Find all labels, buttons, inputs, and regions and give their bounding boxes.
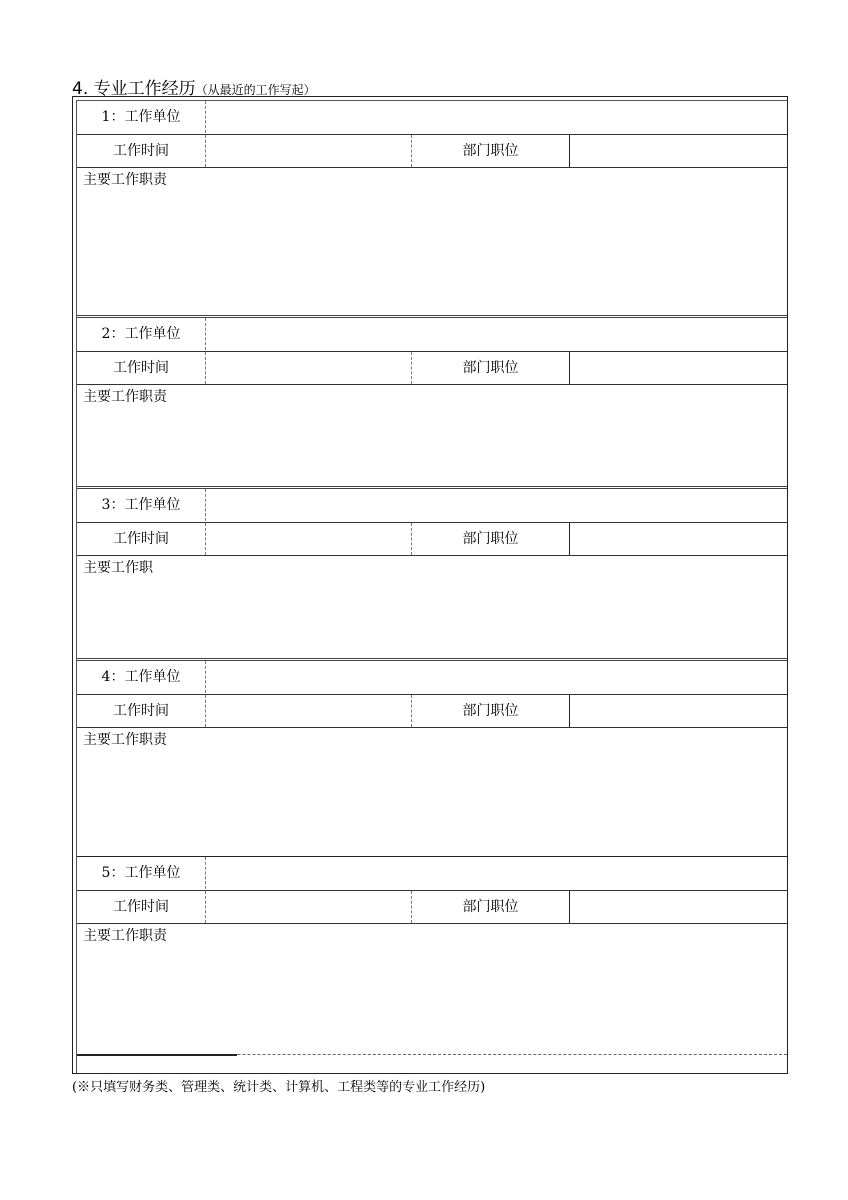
duty-field[interactable]	[77, 727, 787, 858]
duty-field[interactable]	[77, 384, 787, 488]
unit-label: 4：工作单位	[101, 669, 181, 685]
time-row	[77, 351, 787, 384]
work-time-field[interactable]	[205, 891, 411, 923]
duty-field[interactable]	[77, 923, 787, 1055]
unit-row	[77, 101, 787, 133]
unit-field[interactable]	[205, 857, 787, 889]
time-row	[77, 134, 787, 167]
work-history-table	[72, 96, 788, 1074]
work-time-label: 工作时间	[113, 703, 169, 719]
work-time-field[interactable]	[205, 352, 411, 384]
work-time-label: 工作时间	[113, 143, 169, 159]
unit-row	[77, 661, 787, 693]
work-time-label: 工作时间	[113, 531, 169, 547]
dept-position-label: 部门职位	[411, 523, 569, 555]
dept-position-field[interactable]	[569, 523, 787, 555]
dept-position-field[interactable]	[569, 695, 787, 727]
work-time-label: 工作时间	[113, 899, 169, 915]
duty-label: 主要工作职责	[83, 732, 167, 748]
dept-position-field[interactable]	[569, 352, 787, 384]
dept-position-label: 部门职位	[411, 891, 569, 923]
work-time-field[interactable]	[205, 135, 411, 167]
unit-label: 5：工作单位	[101, 865, 181, 881]
time-row	[77, 522, 787, 555]
dept-position-field[interactable]	[569, 891, 787, 923]
unit-row	[77, 857, 787, 889]
duty-label: 主要工作职责	[83, 389, 167, 405]
section-title-main: 4. 专业工作经历	[72, 79, 196, 99]
work-entry-4	[77, 658, 787, 858]
unit-label: 1：工作单位	[101, 109, 181, 125]
work-entry-2	[77, 315, 787, 488]
duty-label: 主要工作职责	[83, 172, 167, 188]
table-bottom-strip	[77, 1054, 787, 1073]
footnote: (※只填写财务类、管理类、统计类、计算机、工程类等的专业工作经历)	[72, 1080, 486, 1095]
work-entry-5	[77, 856, 787, 1055]
unit-field[interactable]	[205, 489, 787, 521]
work-entry-3	[77, 486, 787, 660]
unit-row	[77, 318, 787, 350]
unit-field[interactable]	[205, 661, 787, 693]
dept-position-label: 部门职位	[411, 695, 569, 727]
duty-label: 主要工作职责	[83, 928, 167, 944]
work-time-field[interactable]	[205, 695, 411, 727]
table-inner-frame	[76, 100, 787, 1073]
unit-field[interactable]	[205, 318, 787, 350]
duty-field[interactable]	[77, 167, 787, 315]
dept-position-label: 部门职位	[411, 352, 569, 384]
work-time-label: 工作时间	[113, 360, 169, 376]
time-row	[77, 694, 787, 727]
section-title	[72, 74, 316, 99]
dept-position-field[interactable]	[569, 135, 787, 167]
section-subtitle: （从最近的工作写起）	[195, 83, 316, 97]
duty-label: 主要工作职	[83, 560, 153, 576]
duty-field[interactable]	[77, 555, 787, 660]
unit-label: 2：工作单位	[101, 326, 181, 342]
unit-row	[77, 489, 787, 521]
unit-label: 3：工作单位	[101, 497, 181, 513]
bottom-rule	[77, 1054, 237, 1056]
work-entry-1	[77, 101, 787, 315]
time-row	[77, 890, 787, 923]
work-time-field[interactable]	[205, 523, 411, 555]
dept-position-label: 部门职位	[411, 135, 569, 167]
unit-field[interactable]	[205, 101, 787, 133]
